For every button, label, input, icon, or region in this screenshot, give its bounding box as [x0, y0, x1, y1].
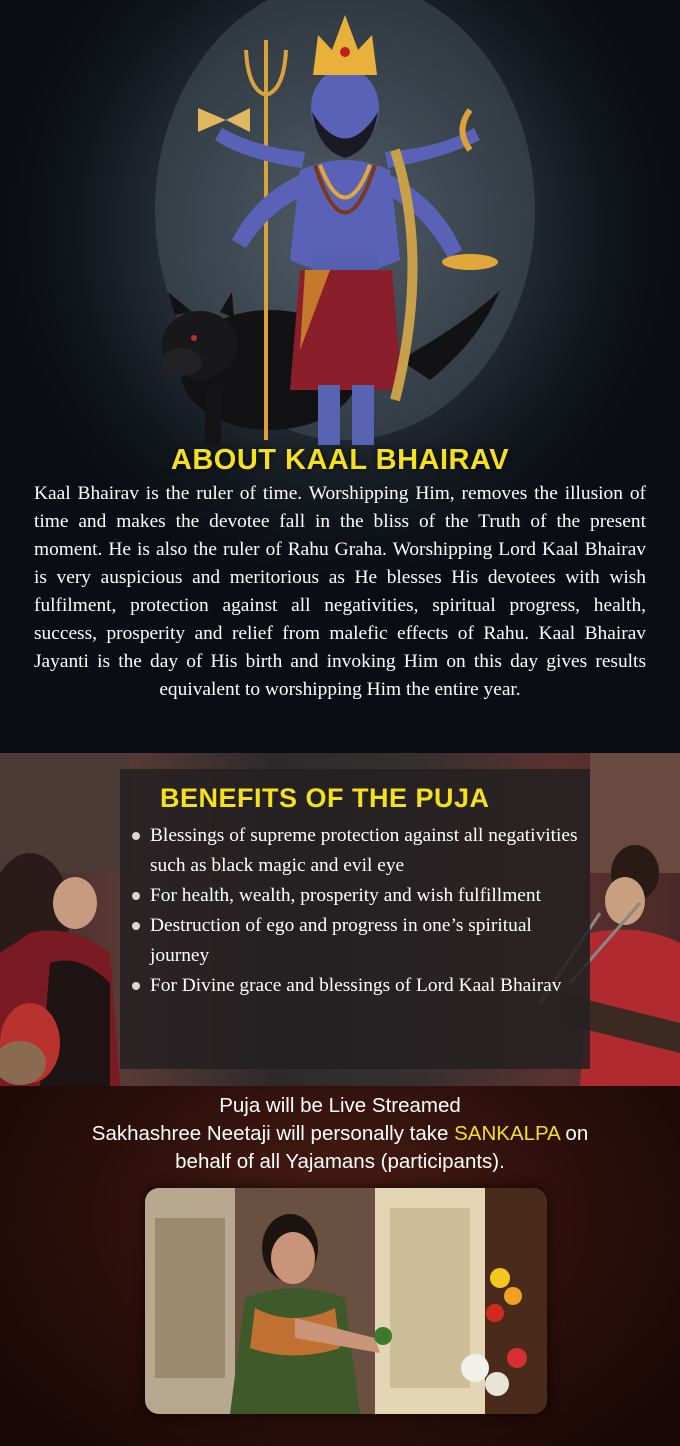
sankalpa-suffix: on [559, 1122, 589, 1145]
list-item: Blessings of supreme protection against all negativities such as black magic and evil eye [132, 821, 582, 881]
participants-line: behalf of all Yajamans (participants). [175, 1150, 505, 1173]
list-item: For health, wealth, prosperity and wish fulfillment [132, 881, 582, 911]
list-item: For Divine grace and blessings of Lord Kaal Bhairav [132, 971, 582, 1001]
live-stream-line: Puja will be Live Streamed [219, 1094, 461, 1117]
sankalpa-line [0, 1120, 680, 1148]
woman-performing-puja-photo [145, 1188, 547, 1414]
sankalpa-highlight: SANKALPA [454, 1122, 560, 1145]
list-item: Destruction of ego and progress in one’s spiritual journey [132, 911, 582, 971]
sankalpa-prefix: Sakhashree Neetaji will personally take [91, 1122, 455, 1145]
live-stream-text [0, 1092, 680, 1176]
sankalpa-photo [145, 1188, 547, 1414]
live-stream-section [0, 1086, 680, 1446]
benefits-list [132, 821, 582, 1001]
kaal-bhairav-illustration [0, 0, 680, 460]
about-title: ABOUT KAAL BHAIRAV [170, 444, 510, 476]
about-description: Kaal Bhairav is the ruler of time. Worshipping Him, removes the illusion of time and makes the devotee fall in the bliss of the Truth of the present moment. He is also the ruler of Rahu Graha. Worshipping Lord Kaal Bhairav is very auspicious and meritorious as He blesses His devotees with wish fulfilment, protection against all negativities, spiritual progress, health, success, prosperity and relief from malefic effects of Rahu. Kaal Bhairav Jayanti is the day of His birth and invoking Him on this day gives results equivalent to worshipping Him the entire year. [34, 483, 646, 700]
benefits-section [0, 753, 680, 1086]
benefits-title: BENEFITS OF THE PUJA [160, 783, 490, 813]
